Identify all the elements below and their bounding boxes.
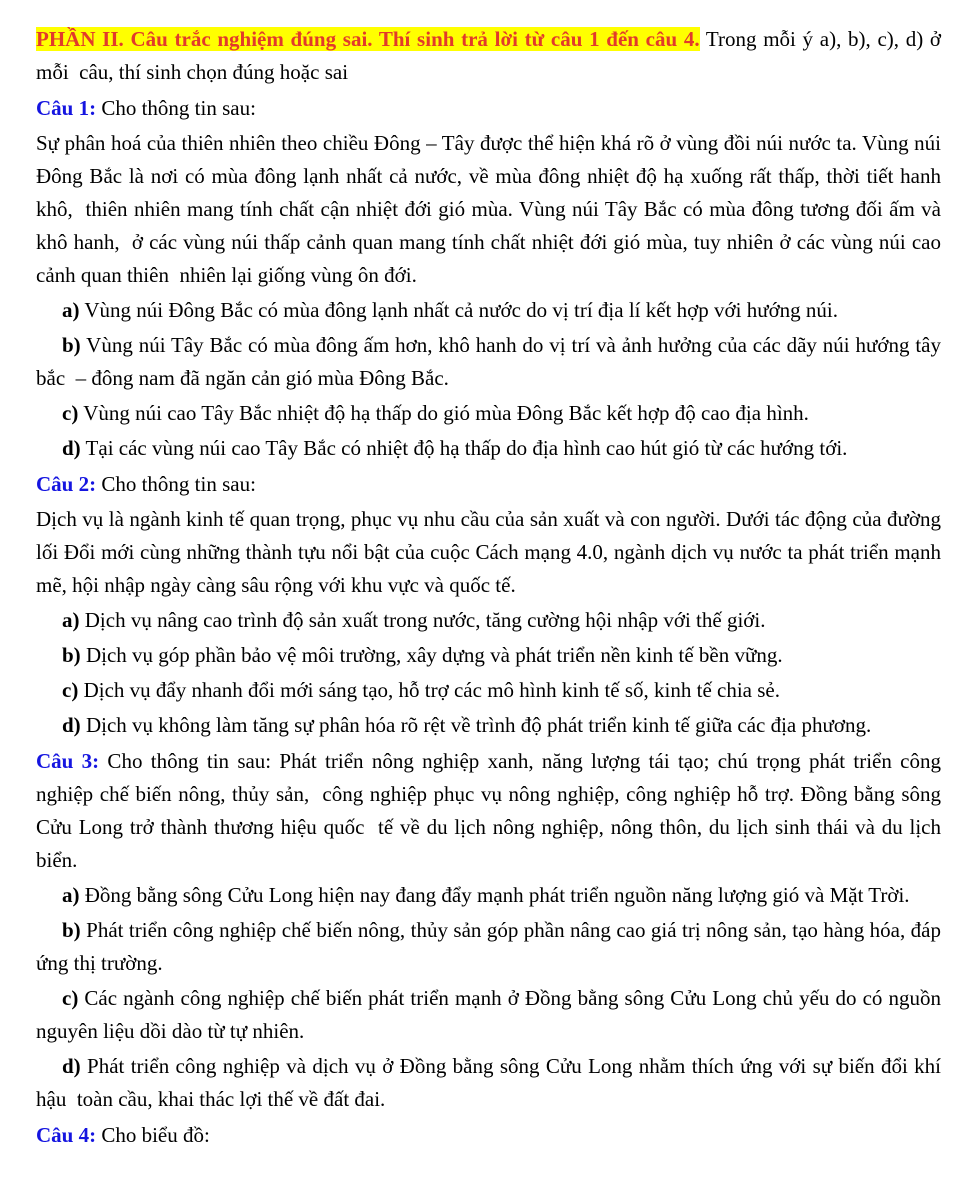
option-key: c) <box>62 678 79 702</box>
option-text: Dịch vụ nâng cao trình độ sản xuất trong nước, tăng cường hội nhập với thế giới. <box>79 608 766 632</box>
option-key: c) <box>62 401 79 425</box>
question-2-option-a <box>36 604 941 637</box>
part2-header-highlight: PHẦN II. Câu trắc nghiệm đúng sai. Thí sinh trả lời từ câu 1 đến câu 4. <box>36 27 700 51</box>
question-1-lead: Cho thông tin sau: <box>96 96 256 120</box>
option-text: Vùng núi Tây Bắc có mùa đông ấm hơn, khô hanh do vị trí và ảnh hưởng của các dãy núi hướng tây bắc – đông nam đã ngăn cản gió mùa Đông Bắc. <box>36 333 947 390</box>
option-key: b) <box>62 333 81 357</box>
question-1-option-c <box>36 397 941 430</box>
question-1-option-d <box>36 432 941 465</box>
question-3-heading <box>36 745 947 877</box>
option-key: b) <box>62 918 81 942</box>
question-1-option-b <box>36 329 947 395</box>
option-key: a) <box>62 298 80 322</box>
question-3-option-b <box>36 914 952 980</box>
question-2-option-c <box>36 674 941 707</box>
option-text: Dịch vụ đẩy nhanh đổi mới sáng tạo, hỗ trợ các mô hình kinh tế số, kinh tế chia sẻ. <box>78 678 780 702</box>
option-text: Phát triển công nghiệp và dịch vụ ở Đồng bằng sông Cửu Long nhằm thích ứng với sự biến đổi khí hậu toàn cầu, khai thác lợi thế về đất đai. <box>36 1054 947 1111</box>
option-text: Dịch vụ góp phần bảo vệ môi trường, xây dựng và phát triển nền kinh tế bền vững. <box>80 643 783 667</box>
option-key: d) <box>62 1054 81 1078</box>
question-3-label: Câu 3: <box>36 749 100 773</box>
question-4-label: Câu 4: <box>36 1123 97 1147</box>
option-key: c) <box>62 986 79 1010</box>
option-key: a) <box>62 883 80 907</box>
option-text: Dịch vụ không làm tăng sự phân hóa rõ rệt về trình độ phát triển kinh tế giữa các địa phương. <box>80 713 872 737</box>
question-2-passage: Dịch vụ là ngành kinh tế quan trọng, phục vụ nhu cầu của sản xuất và con người. Dưới tác động của đường lối Đổi mới cùng những thành tựu nổi bật của cuộc Cách mạng 4.0, ngành dịch vụ nước ta phát triển mạnh mẽ, hội nhập ngày càng sâu rộng với khu vực và quốc tế. <box>36 507 952 597</box>
option-text: Tại các vùng núi cao Tây Bắc có nhiệt độ hạ thấp do địa hình cao hút gió từ các hướng tới. <box>80 436 848 460</box>
part2-header-tail: Trong mỗi ý a), b), c), d) ở mỗi câu, thí sinh chọn đúng hoặc sai <box>36 27 947 84</box>
question-1-label: Câu 1: <box>36 96 97 120</box>
option-text: Các ngành công nghiệp chế biến phát triển mạnh ở Đồng bằng sông Cửu Long chủ yếu do có nguồn nguyên liệu dồi dào từ tự nhiên. <box>36 986 952 1043</box>
question-4-lead: Cho biểu đồ: <box>96 1123 210 1147</box>
question-1-option-a <box>36 294 941 327</box>
option-text: Vùng núi cao Tây Bắc nhiệt độ hạ thấp do gió mùa Đông Bắc kết hợp độ cao địa hình. <box>78 401 809 425</box>
option-key: d) <box>62 436 81 460</box>
question-2-option-d <box>36 709 941 742</box>
option-key: b) <box>62 643 81 667</box>
question-1-heading <box>36 92 941 125</box>
question-2-heading <box>36 468 941 501</box>
question-3-option-c <box>36 982 952 1048</box>
question-4-heading <box>36 1119 941 1152</box>
question-2-label: Câu 2: <box>36 472 97 496</box>
option-text: Đồng bằng sông Cửu Long hiện nay đang đẩy mạnh phát triển nguồn năng lượng gió và Mặt Trời. <box>79 883 910 907</box>
option-key: a) <box>62 608 80 632</box>
option-text: Vùng núi Đông Bắc có mùa đông lạnh nhất cả nước do vị trí địa lí kết hợp với hướng núi. <box>79 298 839 322</box>
question-2-lead: Cho thông tin sau: <box>96 472 256 496</box>
part2-header <box>36 23 947 89</box>
question-3-option-d <box>36 1050 947 1116</box>
question-1-passage: Sự phân hoá của thiên nhiên theo chiều Đông – Tây được thể hiện khá rõ ở vùng đồi núi nước ta. Vùng núi Đông Bắc là nơi có mùa đông lạnh nhất cả nước, về mùa đông nhiệt độ hạ xuống rất thấp, thời tiết hanh khô, thiên nhiên mang tính chất cận nhiệt đới gió mùa. Vùng núi Tây Bắc có mùa đông tương đối ấm và khô hanh, ở các vùng núi thấp cảnh quan mang tính chất nhiệt đới gió mùa, tuy nhiên ở các vùng núi cao cảnh quan thiên nhiên lại giống vùng ôn đới. <box>36 131 952 287</box>
option-text: Phát triển công nghiệp chế biến nông, thủy sản góp phần nâng cao giá trị nông sản, tạo hàng hóa, đáp ứng thị trường. <box>36 918 952 975</box>
question-3-lead: Cho thông tin sau: Phát triển nông nghiệp xanh, năng lượng tái tạo; chú trọng phát triển công nghiệp chế biến nông, thủy sản, công nghiệp phục vụ nông nghiệp, công nghiệp hỗ trợ. Đồng bằng sông Cửu Long trở thành thương hiệu quốc tế về du lịch nông nghiệp, nông thôn, du lịch sinh thái và du lịch biển. <box>36 749 947 872</box>
question-3-option-a <box>36 879 941 912</box>
question-2-option-b <box>36 639 941 672</box>
option-key: d) <box>62 713 81 737</box>
